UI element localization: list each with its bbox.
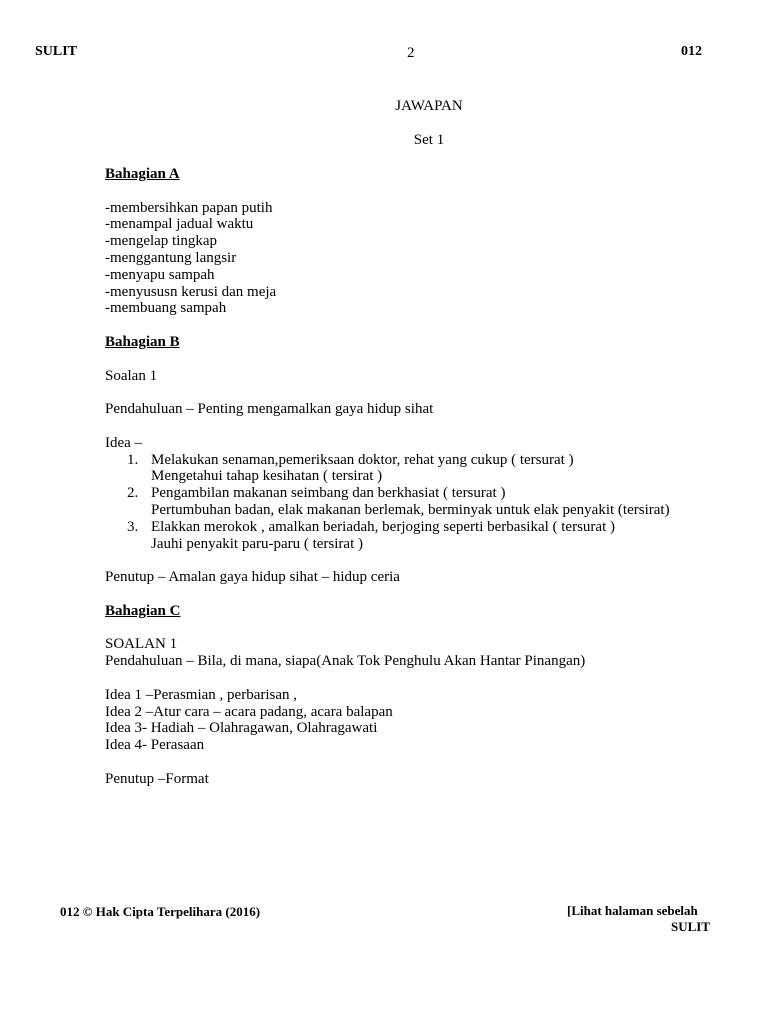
idea-explicit-line: Elakkan merokok , amalkan beriadah, berjoging seperti berbasikal ( tersurat ) xyxy=(151,518,615,535)
list-item: Idea 1 –Perasmian , perbarisan , xyxy=(105,686,298,703)
section-b-heading: Bahagian B xyxy=(105,333,180,350)
list-item: -membuang sampah xyxy=(105,300,227,317)
page-number: 2 xyxy=(407,45,415,61)
question-label: SOALAN 1 xyxy=(105,636,178,653)
intro-line: Pendahuluan – Bila, di mana, siapa(Anak Tok Penghulu Akan Hantar Pinangan) xyxy=(105,653,586,670)
set-label: Set 1 xyxy=(413,132,445,148)
idea-list xyxy=(105,452,725,553)
idea-implicit-line: Jauhi penyakit paru-paru ( tersirat ) xyxy=(151,535,363,552)
document-title: JAWAPAN xyxy=(395,98,463,114)
list-item: -menyususn kerusi dan meja xyxy=(105,283,277,300)
idea-implicit-line: Mengetahui tahap kesihatan ( tersirat ) xyxy=(151,468,383,485)
list-item xyxy=(127,485,725,519)
answer-content xyxy=(105,166,725,787)
list-item: -menampal jadual waktu xyxy=(105,216,254,233)
idea-number: 3. xyxy=(127,518,139,535)
section-c-heading: Bahagian C xyxy=(105,602,181,619)
idea-implicit-line: Pertumbuhan badan, elak makanan berlemak, berminyak untuk elak penyakit (tersirat) xyxy=(151,501,670,518)
intro-line: Pendahuluan – Penting mengamalkan gaya hidup sihat xyxy=(105,401,434,418)
list-item: -membersihkan papan putih xyxy=(105,199,273,216)
section-c xyxy=(105,603,725,788)
section-b xyxy=(105,334,725,586)
header-sulit-label: SULIT xyxy=(35,44,78,59)
idea-label: Idea – xyxy=(105,434,143,451)
header-paper-code: 012 xyxy=(681,44,702,59)
list-item: Idea 4- Perasaan xyxy=(105,737,205,754)
footer-next-page-note: [Lihat halaman sebelah xyxy=(567,903,698,918)
list-item: -mengelap tingkap xyxy=(105,233,218,250)
idea-explicit-line: Pengambilan makanan seimbang dan berkhasiat ( tersurat ) xyxy=(151,485,506,502)
list-item: Idea 3- Hadiah – Olahragawan, Olahragawati xyxy=(105,720,378,737)
list-item: -menggantung langsir xyxy=(105,249,237,266)
list-item xyxy=(127,518,725,553)
closing-line: Penutup –Format xyxy=(105,770,209,787)
list-item xyxy=(127,451,725,486)
footer-copyright: 012 © Hak Cipta Terpelihara (2016) xyxy=(60,904,261,919)
list-item: Idea 2 –Atur cara – acara padang, acara balapan xyxy=(105,703,393,720)
section-a xyxy=(105,166,725,317)
idea-number: 2. xyxy=(127,485,139,502)
idea-explicit-line: Melakukan senaman,pemeriksaan doktor, rehat yang cukup ( tersurat ) xyxy=(151,451,574,468)
list-item: -menyapu sampah xyxy=(105,266,215,283)
question-label: Soalan 1 xyxy=(105,367,158,384)
footer-sulit-label: SULIT xyxy=(671,919,711,934)
section-a-heading: Bahagian A xyxy=(105,166,180,182)
closing-line: Penutup – Amalan gaya hidup sihat – hidup ceria xyxy=(105,569,400,586)
idea-number: 1. xyxy=(127,451,139,468)
